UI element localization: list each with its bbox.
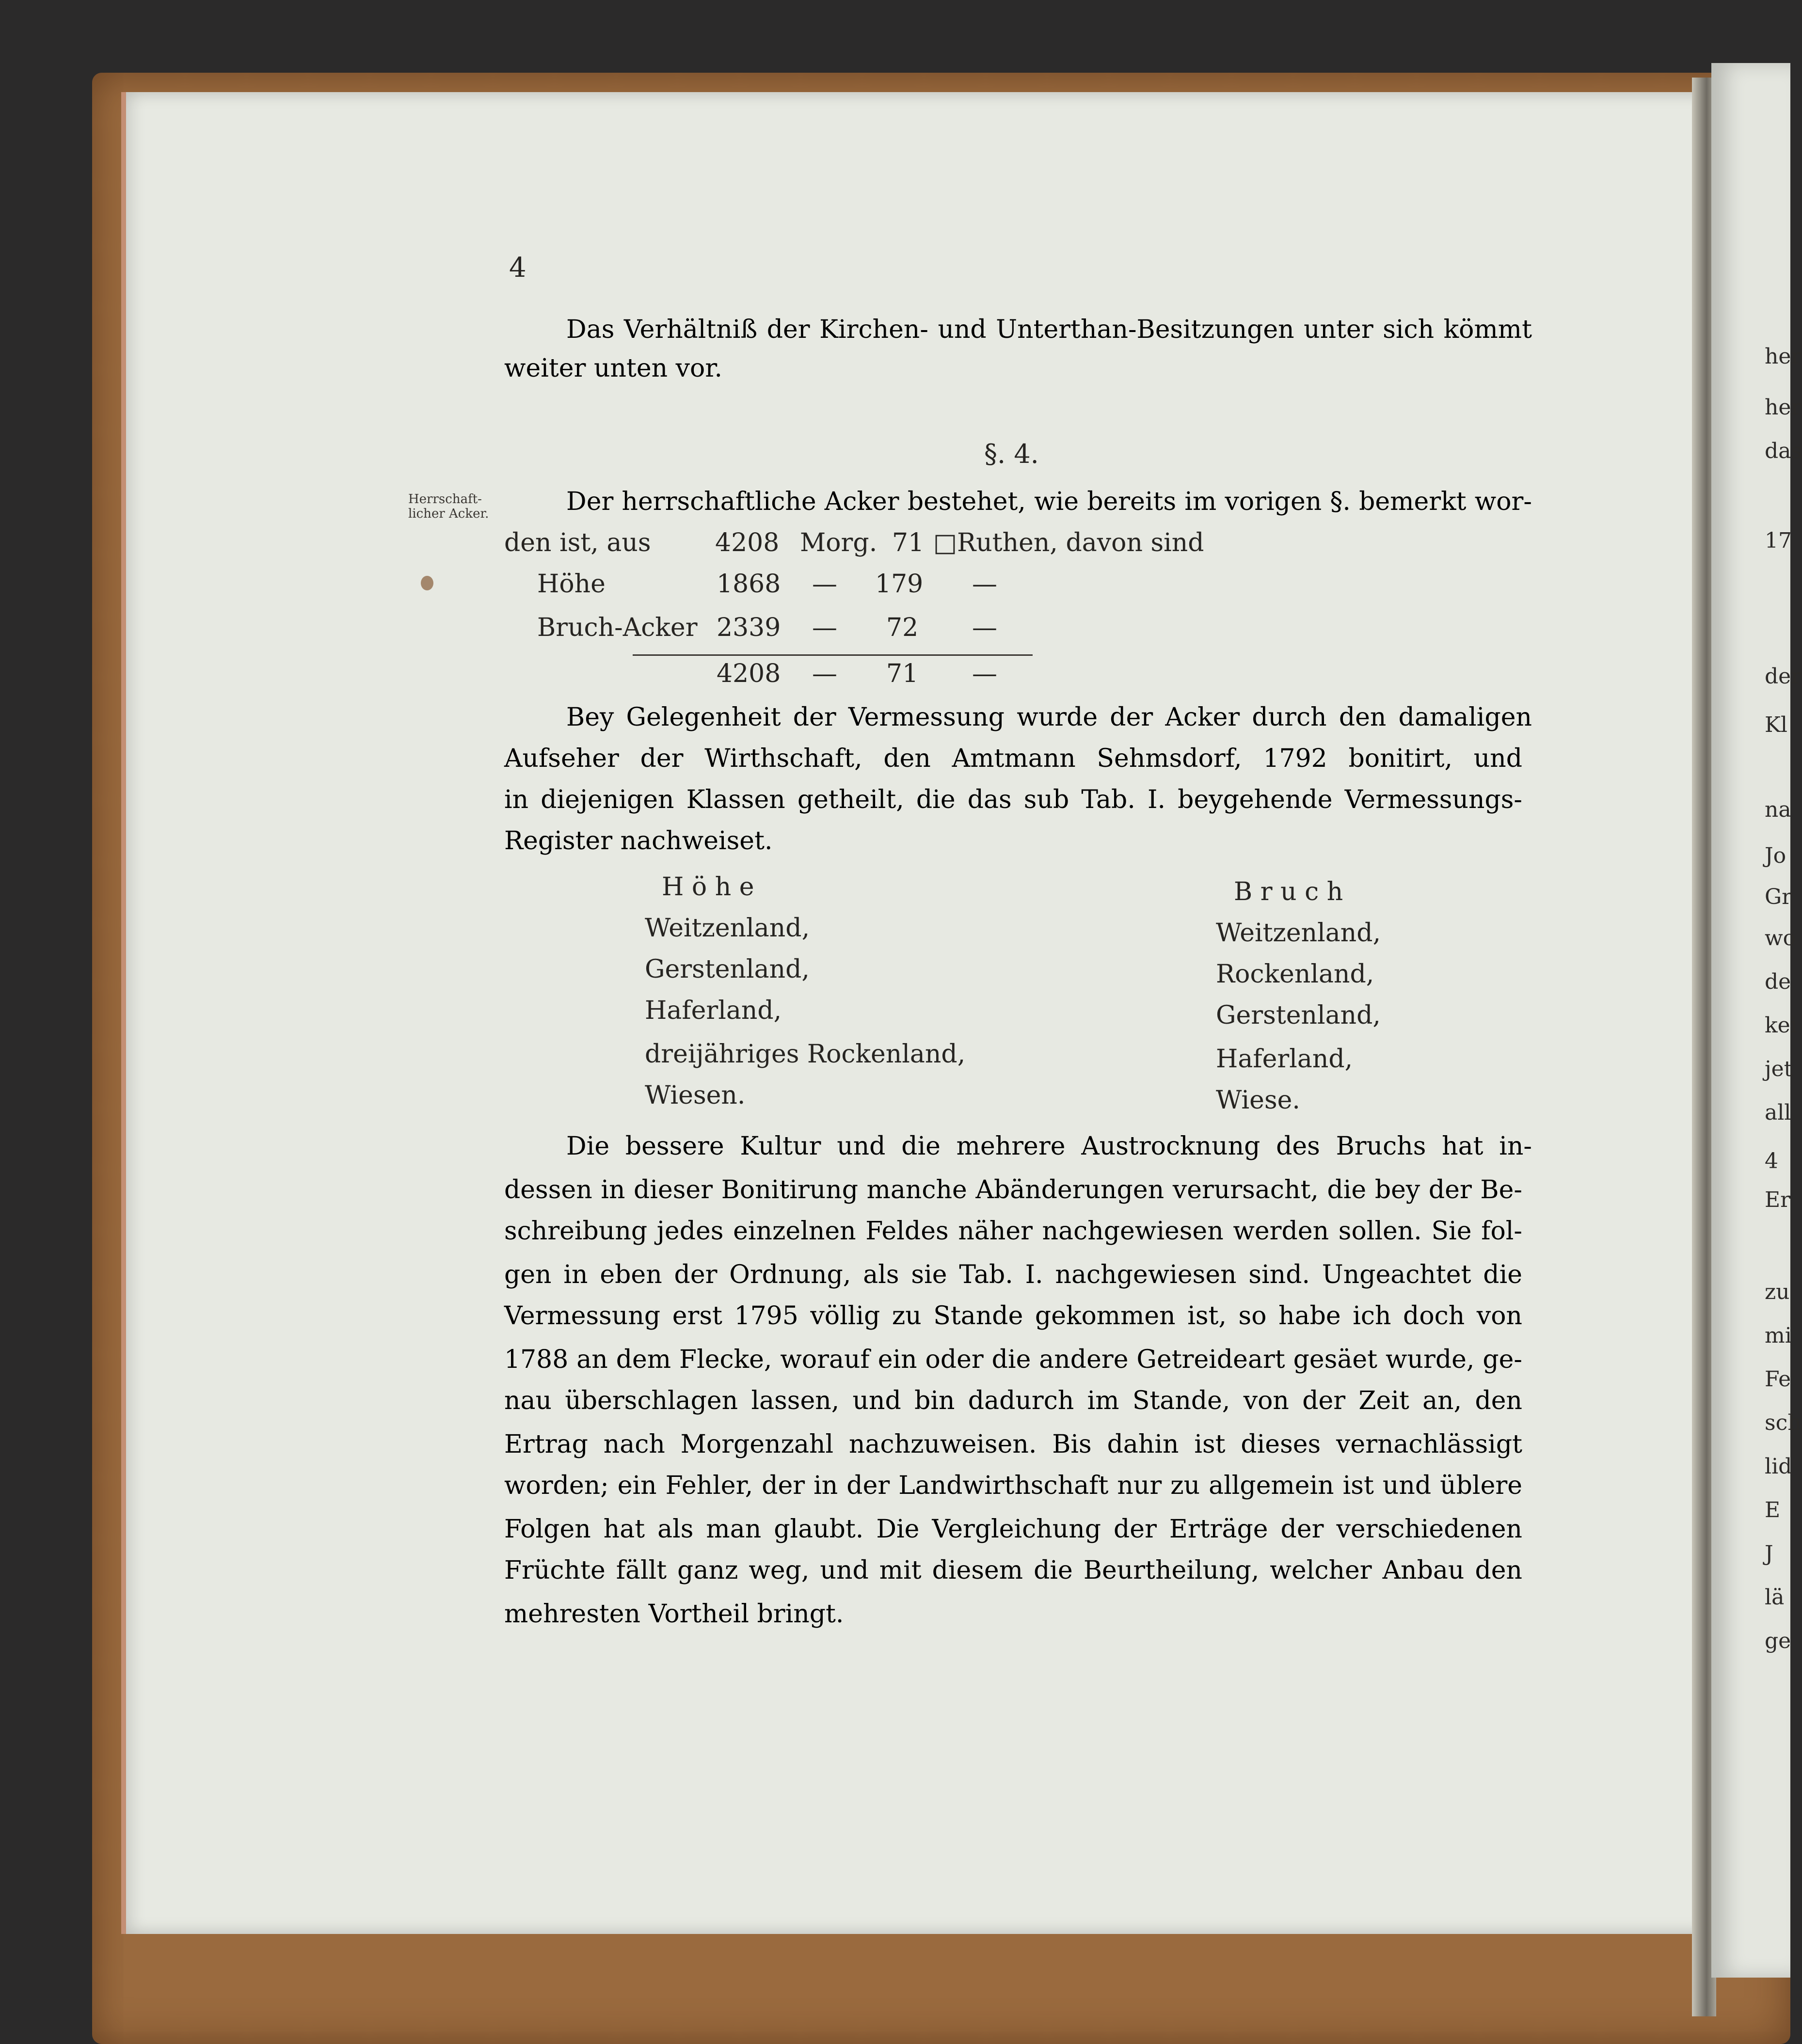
right-page-fragment: all	[1765, 1100, 1791, 1125]
totals-ruthen-unit: □Ruthen, davon sind	[933, 528, 1204, 557]
margin-note-line: Herrschaft-	[408, 492, 482, 507]
para3-line: Die bessere Kultur und die mehrere Austrocknung des Bruchs hat in-	[566, 1132, 1532, 1161]
right-page-fragment: na	[1765, 797, 1791, 822]
area-row-dash: —	[972, 570, 997, 599]
right-page-fragment: zu	[1765, 1280, 1790, 1304]
hoehe-item: dreijähriges Rockenland,	[645, 1040, 966, 1069]
hoehe-item: Wiesen.	[645, 1081, 746, 1110]
area-row-morgen: 1868	[717, 570, 781, 599]
section-heading: §. 4.	[984, 439, 1039, 469]
right-page-fragment: Kl	[1765, 713, 1787, 737]
area-row-ruthen: 72	[886, 613, 919, 642]
right-page-fragment: lä	[1765, 1585, 1785, 1610]
para2-line-2: Aufseher der Wirthschaft, den Amtmann Sehmsdorf, 1792 bonitirt, und	[504, 744, 1522, 773]
right-page-fragment: lid	[1765, 1454, 1792, 1479]
right-page-fragment: der	[1765, 664, 1802, 689]
right-page-fragment: Fe	[1765, 1367, 1791, 1392]
para3-line: Folgen hat als man glaubt. Die Vergleichung der Erträge der verschiedenen	[504, 1515, 1522, 1544]
bruch-item: Weitzenland,	[1216, 919, 1381, 948]
right-page-fragment: mi	[1765, 1323, 1792, 1348]
para1-line-1: Der herrschaftliche Acker bestehet, wie bereits im vorigen §. bemerkt wor-	[566, 487, 1532, 516]
para2-line-1: Bey Gelegenheit der Vermessung wurde der Acker durch den damaligen	[566, 703, 1532, 732]
right-page-fragment: das	[1765, 439, 1802, 463]
para1-line-2: den ist, aus	[504, 528, 651, 557]
right-page-fragment: E	[1765, 1498, 1781, 1522]
area-row-label: Bruch-Acker	[537, 613, 698, 642]
right-page-fragment: Jo	[1765, 843, 1786, 868]
right-page-fragment: her	[1765, 344, 1802, 369]
margin-note	[408, 492, 489, 521]
intro-line-2: weiter unten vor.	[504, 354, 722, 383]
area-row-dash: —	[812, 613, 837, 642]
para3-line: Früchte fällt ganz weg, und mit diesem die Beurtheilung, welcher Anbau den	[504, 1556, 1522, 1585]
para3-line: gen in eben der Ordnung, als sie Tab. I. nachgewiesen sind. Ungeachtet die	[504, 1260, 1522, 1289]
area-row-morgen: 2339	[717, 613, 781, 642]
para3-line: nau überschlagen lassen, und bin dadurch im Stande, von der Zeit an, den	[504, 1386, 1522, 1415]
area-row-ruthen: 179	[875, 570, 924, 599]
totals-morgen: 4208	[715, 528, 780, 557]
right-page-fragment: J	[1765, 1541, 1773, 1566]
margin-note-line: licher Acker.	[408, 507, 489, 521]
right-page-fragment: 4	[1765, 1149, 1778, 1173]
totals-morgen-unit: Morg.	[800, 528, 877, 557]
hoehe-item: Weitzenland,	[645, 914, 810, 943]
area-row-dash: —	[972, 613, 997, 642]
para3-line: worden; ein Fehler, der in der Landwirthschaft nur zu allgemein ist und üblere	[504, 1471, 1522, 1500]
area-row-label: Höhe	[537, 570, 606, 599]
para3-line: Ertrag nach Morgenzahl nachzuweisen. Bis dahin ist dieses vernachlässigt	[504, 1430, 1522, 1459]
hoehe-heading: H ö h e	[662, 872, 754, 902]
bruch-item: Rockenland,	[1216, 960, 1374, 989]
hoehe-item: Haferland,	[645, 996, 782, 1025]
right-page-fragment: 17	[1765, 528, 1792, 553]
sum-morgen: 4208	[717, 659, 781, 688]
bruch-item: Gerstenland,	[1216, 1001, 1381, 1030]
ink-stain	[421, 576, 433, 590]
sum-dash: —	[812, 659, 837, 688]
right-page-fragment: wo	[1765, 926, 1796, 951]
totals-ruthen: 71	[892, 528, 925, 557]
bruch-item: Haferland,	[1216, 1045, 1353, 1074]
right-page-fragment: de	[1765, 969, 1791, 994]
sum-dash: —	[972, 659, 997, 688]
right-page-fragment: ge	[1765, 1629, 1791, 1653]
sum-rule	[633, 654, 1033, 656]
right-page-fragment: her	[1765, 395, 1802, 420]
right-page-fragment: Gr	[1765, 885, 1792, 909]
para3-line: Vermessung erst 1795 völlig zu Stande gekommen ist, so habe ich doch von	[504, 1301, 1522, 1331]
para2-line-4: Register nachweiset.	[504, 826, 773, 856]
para3-line: dessen in dieser Bonitirung manche Abänderungen verursacht, die bey der Be-	[504, 1175, 1522, 1204]
para3-line: 1788 an dem Flecke, worauf ein oder die andere Getreideart gesäet wurde, ge-	[504, 1345, 1522, 1374]
sum-ruthen: 71	[886, 659, 919, 688]
intro-line-1: Das Verhältniß der Kirchen- und Unterthan-Besitzungen unter sich kömmt	[566, 315, 1532, 344]
para3-line: mehresten Vortheil bringt.	[504, 1600, 844, 1629]
bruch-heading: B r u c h	[1234, 877, 1343, 906]
page-number: 4	[509, 252, 526, 284]
para3-line: schreibung jedes einzelnen Feldes näher nachgewiesen werden sollen. Sie fol-	[504, 1217, 1522, 1246]
hoehe-item: Gerstenland,	[645, 955, 810, 984]
right-page-fragment: kei	[1765, 1013, 1797, 1038]
right-page-fragment: jet	[1765, 1057, 1793, 1081]
area-row-dash: —	[812, 570, 837, 599]
right-page-fragment: Er	[1765, 1188, 1791, 1212]
right-page-fragment: sch	[1765, 1410, 1802, 1435]
para2-line-3: in diejenigen Klassen getheilt, die das sub Tab. I. beygehende Vermessungs-	[504, 785, 1522, 814]
bruch-item: Wiese.	[1216, 1086, 1300, 1115]
